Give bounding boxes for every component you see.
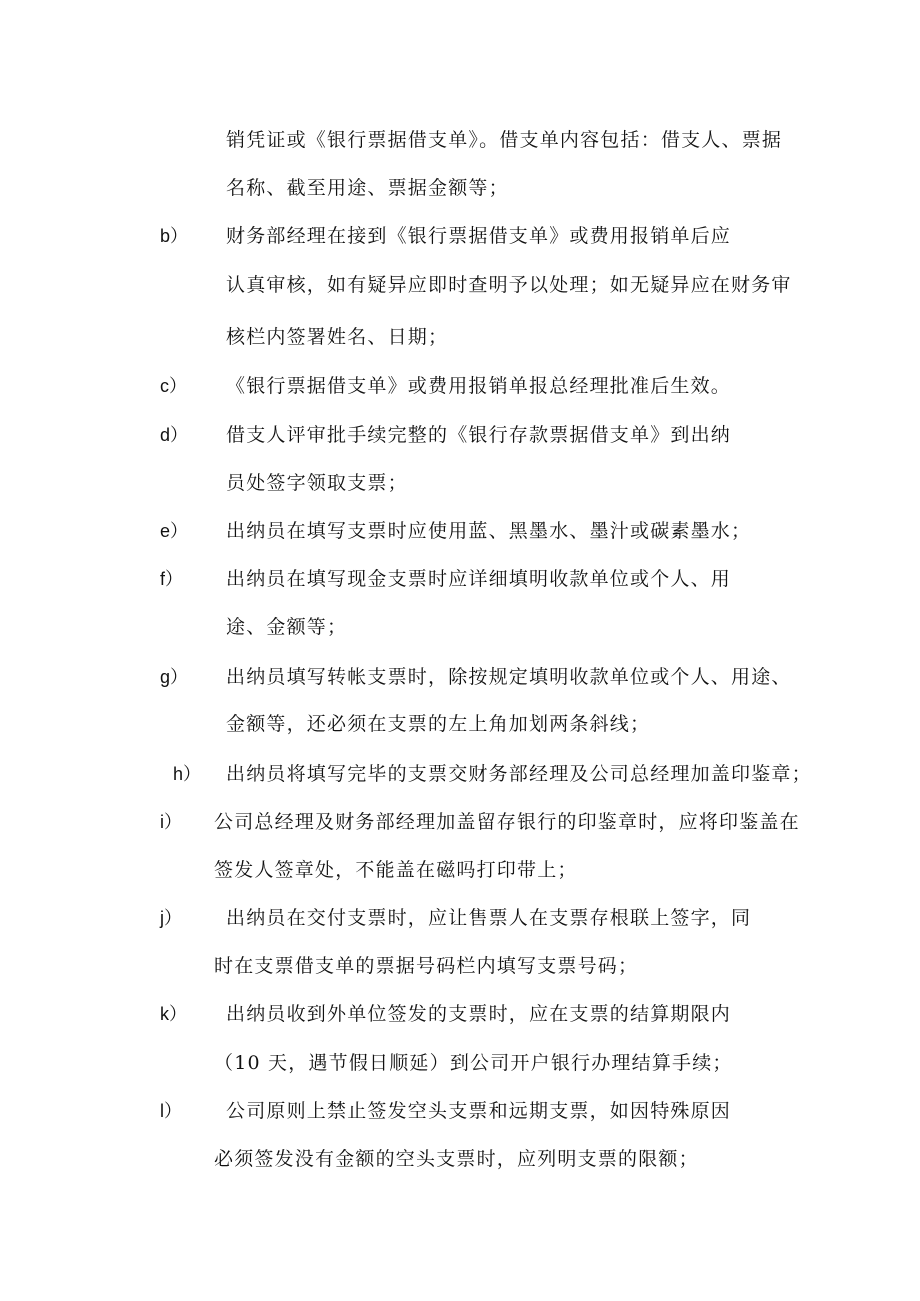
item-b-marker: b） bbox=[160, 226, 189, 246]
item-f-marker: f） bbox=[160, 569, 184, 589]
intro-line-1: 销凭证或《银行票据借支单》。借支单内容包括：借支人、票据 bbox=[226, 129, 783, 151]
item-g-marker: g） bbox=[160, 667, 189, 687]
item-c-marker: c） bbox=[160, 376, 187, 396]
item-d-line-2: 员处签字领取支票； bbox=[226, 472, 408, 494]
item-j-line-2: 时在支票借支单的票据号码栏内填写支票号码； bbox=[214, 955, 639, 977]
item-c-line-1: 《银行票据借支单》或费用报销单报总经理批准后生效。 bbox=[226, 375, 732, 397]
intro-line-2: 名称、截至用途、票据金额等； bbox=[226, 177, 509, 199]
item-d-line-1: 借支人评审批手续完整的《银行存款票据借支单》到出纳 bbox=[226, 424, 732, 446]
item-f-line-2: 途、金额等； bbox=[226, 616, 348, 638]
item-b-line-1: 财务部经理在接到《银行票据借支单》或费用报销单后应 bbox=[226, 225, 732, 247]
item-f-line-1: 出纳员在填写现金支票时应详细填明收款单位或个人、用 bbox=[226, 568, 732, 590]
item-j-line-1: 出纳员在交付支票时，应让售票人在支票存根联上签字，同 bbox=[226, 907, 752, 929]
item-h-marker: h） bbox=[173, 764, 202, 784]
item-g-line-2: 金额等，还必须在支票的左上角加划两条斜线； bbox=[226, 713, 651, 735]
item-b-line-3: 核栏内签署姓名、日期； bbox=[226, 326, 449, 348]
item-l-line-1: 公司原则上禁止签发空头支票和远期支票，如因特殊原因 bbox=[226, 1100, 732, 1122]
item-l-marker: l） bbox=[160, 1101, 182, 1121]
item-k-line-1: 出纳员收到外单位签发的支票时，应在支票的结算期限内 bbox=[226, 1003, 732, 1025]
item-d-marker: d） bbox=[160, 425, 189, 445]
item-h-line-1: 出纳员将填写完毕的支票交财务部经理及公司总经理加盖印鉴章； bbox=[226, 763, 812, 785]
item-i-line-2: 签发人签章处，不能盖在磁吗打印带上； bbox=[214, 859, 578, 881]
item-i-marker: i） bbox=[160, 812, 182, 832]
item-e-line-1: 出纳员在填写支票时应使用蓝、黑墨水、墨汁或碳素墨水； bbox=[226, 520, 752, 542]
item-i-line-1: 公司总经理及财务部经理加盖留存银行的印鉴章时，应将印鉴盖在 bbox=[214, 811, 800, 833]
item-e-marker: e） bbox=[160, 521, 189, 541]
item-j-marker: j） bbox=[160, 908, 182, 928]
item-g-line-1: 出纳员填写转帐支票时，除按规定填明收款单位或个人、用途、 bbox=[226, 666, 792, 688]
item-k-marker: k） bbox=[160, 1004, 187, 1024]
item-b-line-2: 认真审核，如有疑异应即时查明予以处理；如无疑异应在财务审 bbox=[226, 274, 792, 296]
item-l-line-2: 必须签发没有金额的空头支票时，应列明支票的限额； bbox=[214, 1148, 699, 1170]
item-k-line-2: （10 天，遇节假日顺延）到公司开户银行办理结算手续； bbox=[214, 1052, 733, 1074]
